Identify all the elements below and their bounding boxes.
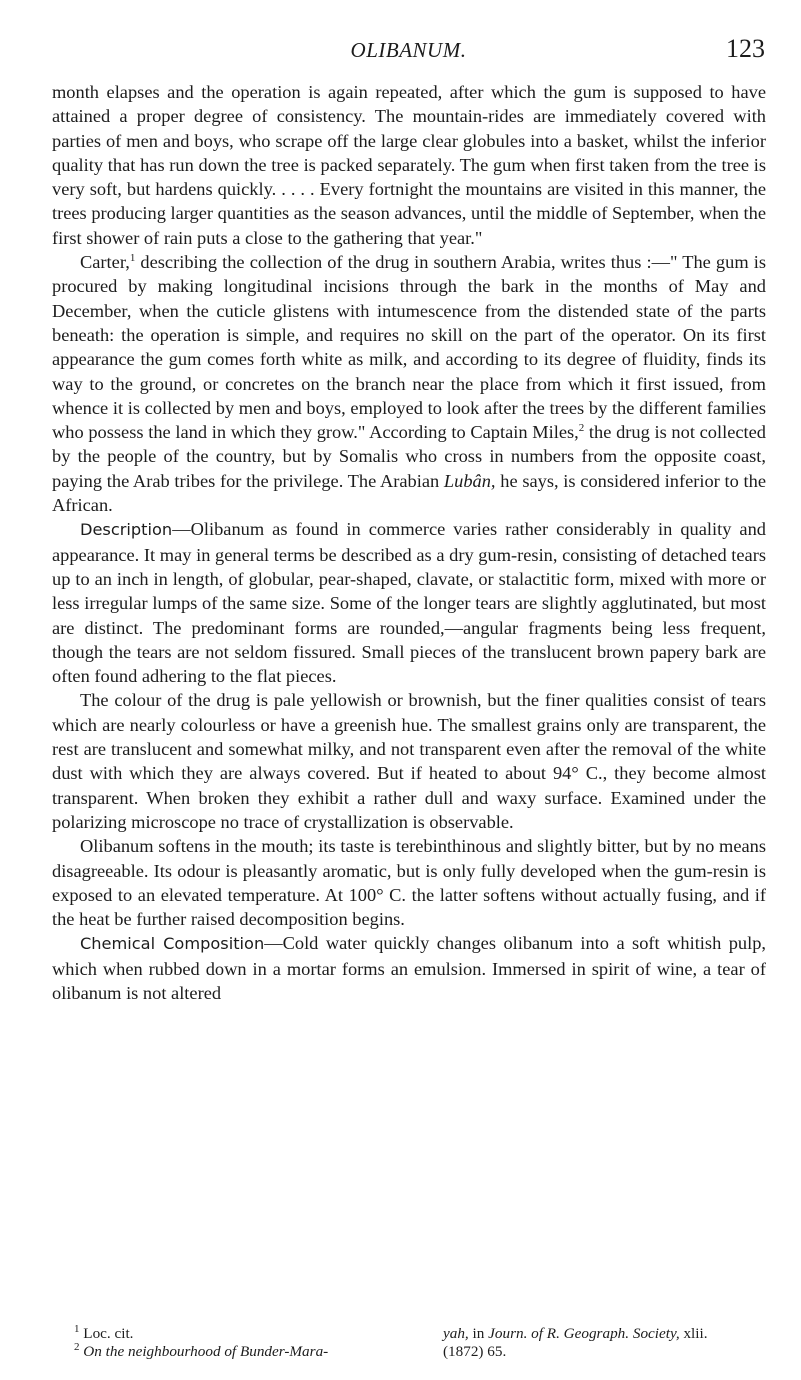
footnote-ref-2: 2 <box>578 422 585 435</box>
footnote-1: $^1$ Loc. cit. <box>74 1322 134 1342</box>
footnote-2: $^2$ On the neighbourhood of Bunder-Mara- <box>74 1340 329 1360</box>
page-header <box>52 24 765 63</box>
author-name: Carter, <box>80 252 130 273</box>
page-number: 123 <box>726 34 765 63</box>
footnote-row-1 <box>52 1322 766 1343</box>
running-head: OLIBANUM. <box>350 38 467 62</box>
paragraph-taste: Olibanum softens in the mouth; its taste is terebinthinous and slightly bitter, but by no means disagreeable. Its odour is pleasantly aromatic, but is only fully developed when the gum-resin is exposed to an elevated temperature. At 100° C. the latter softens without actually fusing, and if the heat be further raised decomposition begins. <box>52 836 766 930</box>
paragraph-carter: Carter,$^1$ describing the collection of the drug in southern Arabia, writes thus :—" The gum is procured by making longitudinal incisions through the bark in the months of May and December, when the cuticle glistens with intumescence from the distended state of the parts beneath: the operation is simple, and requires no skill on the part of the operator. On its first appearance the gum comes forth white as milk, and according to its degree of fluidity, finds its way to the ground, or concretes on the branch near the place from which it first issued, from whence it is collected by men and boys, employed to look after the trees by the different families who possess the land in which they grow." According to Captain Miles,$^2$ the drug is not collected by the people of the country, but by Somalis who cross in numbers from the opposite coast, paying the Arab tribes for the privilege. The Arabian Lubân, he says, is considered inferior to the African. <box>52 251 767 516</box>
paragraph-colour: The colour of the drug is pale yellowish or brownish, but the finer qualities consist of tears which are nearly colourless or have a greenish hue. The smallest grains only are transparent, the rest are translucent and somewhat milky, and not transparent even after the removal of the white dust with which they are always covered. But if heated to about 94° C., they become almost transparent. When broken they exhibit a rather dull and waxy surface. Examined under the polarizing microscope no trace of crystallization is observable. <box>52 690 766 832</box>
section-heading-description: Description <box>80 520 173 540</box>
section-heading-chemical: Chemical Composition <box>80 934 265 954</box>
italic-term: Lubân, <box>443 470 496 491</box>
paragraph-description: Description—Olibanum as found in commerce varies rather considerably in quality and appearance. It may in general terms be described as a dry gum-resin, consisting of detached tears up to an inch in length, of globular, pear-shaped, clavate, or stalactitic form, mixed with more or less irregular lumps of the same size. Some of the longer tears are slightly agglutinated, but most are distinct. The predominant forms are rounded,—angular fragments being less frequent, though the tears are not seldom fissured. Small pieces of the translucent brown papery bark are often found adhering to the flat pieces. <box>52 519 766 687</box>
paragraph-continuation: month elapses and the operation is again repeated, after which the gum is supposed to have attained a proper degree of consistency. The mountain-rides are immediately covered with parties of men and boys, who scrape off the large clear globules into a basket, whilst the inferior quality that has run down the tree is packed separately. The gum when first taken from the tree is very soft, but hardens quickly. . . . . Every fortnight the mountains are visited in this manner, the trees producing larger quantities as the season advances, until the middle of September, when the first shower of rain puts a close to the gathering that year." <box>52 82 766 248</box>
footnote-2-year: (1872) 65. <box>443 1343 507 1360</box>
footnote-ref-1: 1 <box>129 251 136 264</box>
footnotes <box>52 1322 766 1361</box>
footnote-2-continuation: yah, in Journ. of R. Geograph. Society, xlii. <box>443 1325 708 1342</box>
body-text <box>52 80 766 1005</box>
paragraph-chemical: Chemical Composition—Cold water quickly changes olibanum into a soft whitish pulp, which when rubbed down in a mortar forms an emulsion. Immersed in spirit of wine, a tear of olibanum is not altered <box>52 933 767 1003</box>
footnote-row-2 <box>52 1340 766 1361</box>
